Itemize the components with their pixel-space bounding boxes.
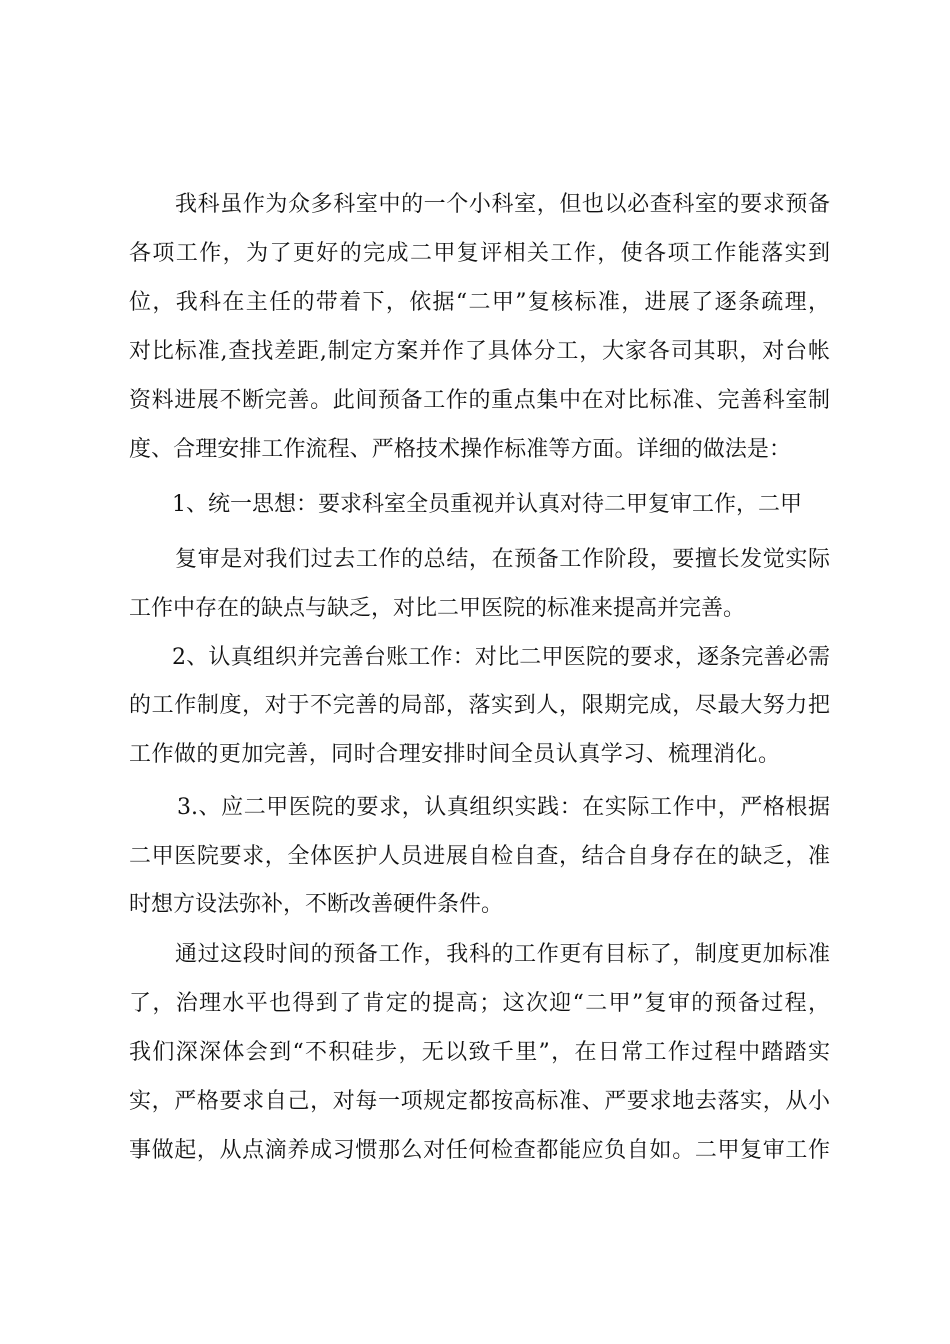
text-line: 复审是对我们过去工作的总结，在预备工作阶段，要擅长发觉实际 [175,547,830,572]
text-line: 二甲医院要求，全体医护人员进展自检自查，结合自身存在的缺乏，准 [129,844,830,869]
text-line: 我们深深体会到“不积硅步，无以致千里”，在日常工作过程中踏踏实 [129,1040,830,1065]
text-line: 的工作制度，对于不完善的局部，落实到人，限期完成，尽最大努力把 [129,693,830,718]
text-line: 工作做的更加完善，同时合理安排时间全员认真学习、梳理消化。 [129,742,780,767]
text-line: 3.、应二甲医院的要求，认真组织实践：在实际工作中，严格根据 [177,795,830,820]
text-line: 工作中存在的缺点与缺乏，对比二甲医院的标准来提高并完善。 [129,596,746,621]
text-line: 度、合理安排工作流程、严格技术操作标准等方面。详细的做法是： [129,437,791,462]
text-line: 了，治理水平也得到了肯定的提高；这次迎“二甲”复审的预备过程， [129,991,830,1016]
text-line: 实，严格要求自己，对每一项规定都按高标准、严要求地去落实，从小 [129,1089,830,1114]
text-line: 事做起，从点滴养成习惯那么对任何检查都能应负自如。二甲复审工作 [129,1138,830,1163]
text-line: 2、认真组织并完善台账工作：对比二甲医院的要求，逐条完善必需 [172,645,830,670]
text-line: 我科虽作为众多科室中的一个小科室，但也以必查科室的要求预备 [175,192,830,217]
text-line: 对比标准,查找差距,制定方案并作了具体分工，大家各司其职，对台帐 [129,339,830,364]
text-line: 位，我科在主任的带着下，依据“二甲”复核标准，进展了逐条疏理， [129,290,830,315]
text-line: 通过这段时间的预备工作，我科的工作更有目标了，制度更加标准 [175,942,830,967]
text-line: 资料进展不断完善。此间预备工作的重点集中在对比标准、完善科室制 [129,388,830,413]
text-line: 时想方设法弥补，不断改善硬件条件。 [129,892,504,917]
text-line: 1、统一思想：要求科室全员重视并认真对待二甲复审工作，二甲 [172,492,802,517]
text-line: 各项工作，为了更好的完成二甲复评相关工作，使各项工作能落实到 [129,241,830,266]
